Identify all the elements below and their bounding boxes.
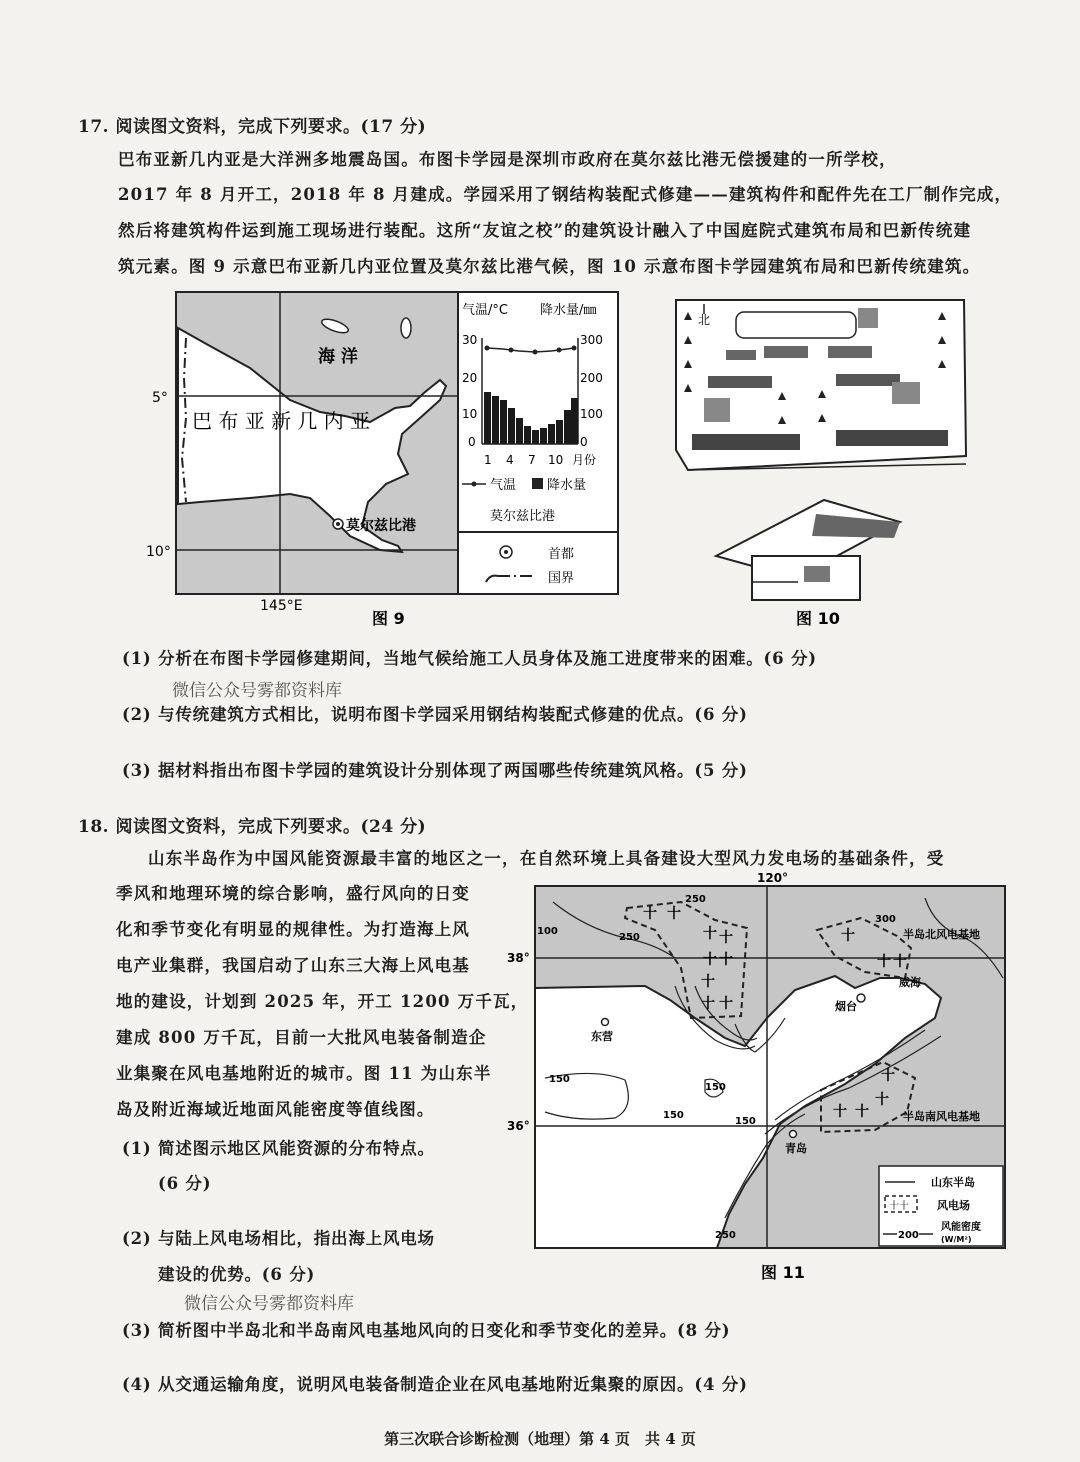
- precip-bar: [508, 408, 515, 444]
- q18-heading: 18. 阅读图文资料，完成下列要求。(24 分): [78, 817, 427, 837]
- q17-para-line4: 筑元素。图 9 示意巴布亚新几内亚位置及莫尔兹比港气候，图 10 示意布图卡学园建筑布局和巴新传统建筑。: [118, 257, 981, 276]
- right-tick: 100: [580, 407, 603, 421]
- q18-sub3: (3) 简析图中半岛北和半岛南风电基地风向的日变化和季节变化的差异。(8 分): [122, 1321, 731, 1340]
- page-footer: 第三次联合诊断检测（地理）第 4 页 共 4 页: [384, 1430, 696, 1448]
- dongying-point: [602, 1019, 609, 1026]
- building-block: [828, 346, 872, 358]
- legend-precip-label: 降水量: [547, 478, 587, 493]
- building-block: [704, 398, 730, 422]
- qingdao-point: [790, 1131, 797, 1138]
- q17-para-line2: 2017 年 8 月开工，2018 年 8 月建成。学园采用了钢结构装配式修建——建筑构件和配件先在工厂制作完成，: [118, 185, 1013, 204]
- q18-para-line: 岛及附近海域近地面风能密度等值线图。: [116, 1100, 435, 1119]
- contour-label: 250: [619, 932, 640, 943]
- turbine-icon: 十: [719, 952, 733, 968]
- q18-para-first: 山东半岛作为中国风能资源最丰富的地区之一，在自然环境上具备建设大型风力发电场的基础条件，受: [148, 849, 945, 868]
- lat-5-label: 5°: [152, 390, 168, 406]
- precip-bar: [524, 426, 531, 444]
- precip-bar: [540, 428, 547, 444]
- legend-farm-label: 风电场: [937, 1199, 970, 1212]
- fig9-caption: 图 9: [372, 609, 405, 628]
- turbine-icon: 十: [703, 952, 717, 968]
- building-block: [708, 376, 772, 388]
- contour-label: 150: [663, 1110, 684, 1121]
- precip-bar: [484, 392, 491, 444]
- turbine-icon: 十: [875, 1092, 889, 1108]
- turbine-icon: 十: [881, 1068, 895, 1084]
- fig11-caption: 图 11: [761, 1263, 805, 1282]
- island-shape: [401, 318, 411, 338]
- traditional-house: [716, 500, 900, 600]
- weihai-label: 威海: [899, 976, 921, 989]
- right-tick: 300: [580, 333, 603, 347]
- legend-unit-label: (W/M²): [941, 1235, 972, 1244]
- q17-heading: 17. 阅读图文资料，完成下列要求。(17 分): [78, 117, 427, 137]
- legend-temp-label: 气温: [490, 478, 517, 493]
- turbine-icon: 十: [719, 996, 733, 1012]
- watermark-2: 微信公众号雾都资料库: [184, 1294, 354, 1314]
- legend-peninsula-label: 山东半岛: [931, 1176, 975, 1189]
- temp-point: [509, 348, 514, 353]
- contour-label: 100: [537, 926, 558, 937]
- x-tick: 7: [528, 453, 536, 467]
- contour-label: 250: [715, 1230, 736, 1241]
- precip-bar: [492, 396, 499, 444]
- x-tick: 10: [548, 453, 564, 467]
- legend-temp-dot: [472, 482, 477, 487]
- turbine-icon: 十: [833, 1104, 847, 1120]
- right-tick: 200: [580, 371, 603, 385]
- temp-point: [485, 346, 490, 351]
- q18-para-line: 建成 800 万千瓦，目前一大批风电装备制造企: [116, 1028, 487, 1047]
- q17-sub1: (1) 分析在布图卡学园修建期间，当地气候给施工人员身体及施工进度带来的困难。(6 分): [122, 649, 817, 668]
- q17-para-line1: 巴布亚新几内亚是大洋洲多地震岛国。布图卡学园是深圳市政府在莫尔兹比港无偿援建的一所学校，: [118, 150, 897, 169]
- x-tick: 1: [484, 453, 492, 467]
- building-block: [892, 382, 920, 404]
- figure-9: [140, 288, 620, 628]
- precip-bar: [556, 420, 563, 444]
- turbine-icon: 十: [841, 928, 855, 944]
- map-legend: [458, 532, 618, 594]
- turbine-icon: 十: [701, 974, 715, 990]
- precip-bar: [500, 400, 507, 444]
- house-window: [804, 566, 830, 582]
- legend-capital-label: 首都: [548, 547, 575, 562]
- lat-38-label: 38°: [507, 951, 530, 965]
- capital-dot: [336, 522, 340, 526]
- q18-sub4: (4) 从交通运输角度，说明风电装备制造企业在风电基地附近集聚的原因。(4 分): [122, 1375, 748, 1394]
- yantai-label: 烟台: [835, 1000, 857, 1013]
- building-block: [836, 430, 948, 446]
- turbine-icon: 十: [701, 996, 715, 1012]
- precip-bar: [564, 410, 571, 444]
- q17-sub3: (3) 据材料指出布图卡学园的建筑设计分别体现了两国哪些传统建筑风格。(5 分): [122, 761, 748, 780]
- x-unit: 月份: [572, 453, 597, 467]
- base-north-label: 半岛北风电基地: [903, 928, 980, 941]
- q18-para-line: 电产业集群，我国启动了山东三大海上风电基: [116, 956, 470, 975]
- precip-bar: [516, 418, 523, 444]
- left-tick: 30: [462, 333, 478, 347]
- building-block: [692, 434, 800, 450]
- turbine-icon: 十: [643, 906, 657, 922]
- precip-axis-label: 降水量/㎜: [540, 303, 597, 318]
- q17-para-line3: 然后将建筑构件运到施工现场进行装配。这所“友谊之校”的建筑设计融入了中国庭院式建筑布局和巴新传统建: [118, 221, 972, 240]
- contour-label: 150: [705, 1082, 726, 1093]
- qingdao-label: 青岛: [785, 1142, 807, 1155]
- contour-label: 250: [685, 894, 706, 905]
- turbine-icon: 十: [667, 906, 681, 922]
- temp-point: [533, 350, 538, 355]
- left-tick: 20: [462, 371, 478, 385]
- country-label: 巴 布 亚 新 几 内 亚: [192, 409, 371, 433]
- legend-precip-box: [532, 478, 543, 489]
- legend-border-label: 国界: [548, 571, 575, 586]
- contour-label: 300: [875, 914, 896, 925]
- q18-para-line: 季风和地理环境的综合影响，盛行风向的日变: [116, 884, 470, 903]
- yantai-point: [857, 994, 865, 1002]
- q18-para-line: 地的建设，计划到 2025 年，开工 1200 万千瓦，: [116, 992, 529, 1011]
- left-tick: 0: [468, 435, 476, 449]
- precip-bar: [548, 424, 555, 444]
- dongying-label: 东营: [591, 1030, 613, 1043]
- station-label: 莫尔兹比港: [490, 509, 556, 524]
- city-label: 莫尔兹比港: [346, 518, 416, 534]
- figure-11: [505, 868, 1010, 1288]
- q18-sub1-b: (6 分): [158, 1174, 212, 1193]
- lat-36-label: 36°: [507, 1119, 530, 1133]
- temp-point: [557, 348, 562, 353]
- q18-sub2-b: 建设的优势。(6 分): [158, 1265, 316, 1284]
- building-block: [764, 346, 808, 358]
- legend-200-label: 200: [898, 1230, 919, 1241]
- turbine-icon: 十: [877, 954, 891, 970]
- temp-axis-label: 气温/°C: [462, 303, 508, 318]
- temp-point: [572, 346, 577, 351]
- fig10-caption: 图 10: [796, 609, 840, 628]
- north-label: 北: [698, 313, 711, 327]
- turbine-icon: 十: [855, 1104, 869, 1120]
- lat-10-label: 10°: [146, 544, 171, 560]
- base-south-label: 半岛南风电基地: [903, 1110, 980, 1123]
- q18-para-line: 业集聚在风电基地附近的城市。图 11 为山东半: [116, 1064, 492, 1083]
- legend-capital-dot: [504, 550, 508, 554]
- right-tick: 0: [580, 435, 588, 449]
- building-block: [858, 308, 878, 328]
- figure-10: [668, 290, 978, 630]
- q18-sub2-a: (2) 与陆上风电场相比，指出海上风电场: [122, 1229, 435, 1248]
- precip-bar: [571, 398, 578, 444]
- building-block: [836, 374, 900, 386]
- sea-label: 海 洋: [318, 347, 358, 367]
- q18-sub1-a: (1) 简述图示地区风能资源的分布特点。: [122, 1139, 435, 1158]
- lon-label: 120°: [757, 871, 789, 885]
- turbine-icon: 十: [719, 930, 733, 946]
- turbine-icon: 十: [703, 926, 717, 942]
- building-block: [726, 350, 756, 360]
- q17-sub2: (2) 与传统建筑方式相比，说明布图卡学园采用钢结构装配式修建的优点。(6 分): [122, 705, 748, 724]
- contour-label: 150: [549, 1074, 570, 1085]
- top-building: [736, 312, 856, 338]
- precip-bar: [532, 430, 539, 444]
- contour-label: 150: [735, 1116, 756, 1127]
- turbine-icon: 十: [893, 954, 907, 970]
- watermark-1: 微信公众号雾都资料库: [172, 681, 342, 701]
- q18-para-line: 化和季节变化有明显的规律性。为打造海上风: [116, 920, 470, 939]
- legend-density-label: 风能密度: [941, 1222, 981, 1233]
- x-tick: 4: [506, 453, 514, 467]
- left-tick: 10: [462, 407, 478, 421]
- lon-label: 145°E: [260, 598, 303, 614]
- legend-farm-turbines: 十十: [889, 1201, 909, 1212]
